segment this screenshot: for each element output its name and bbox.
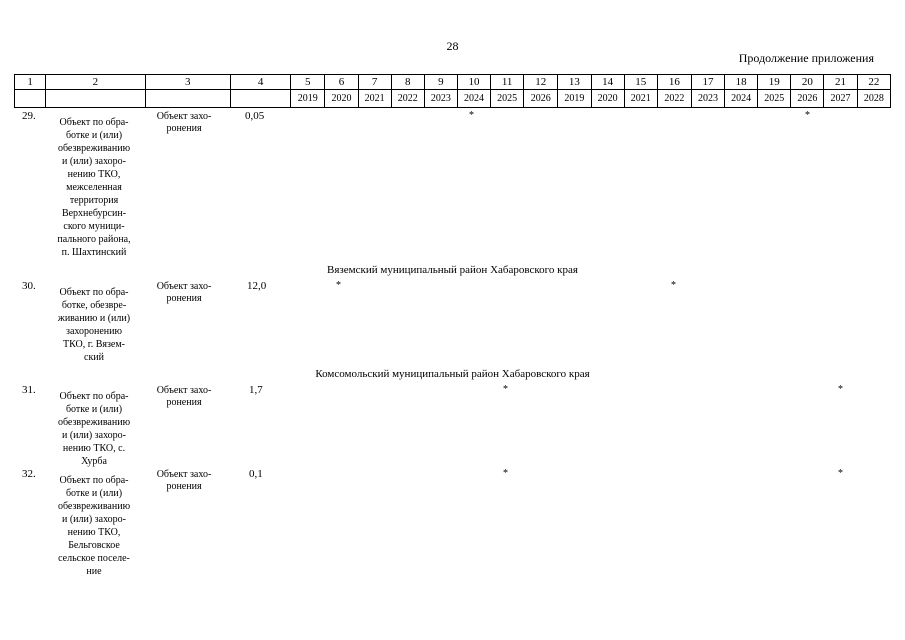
year-cell: 2020 <box>325 90 358 108</box>
row-number: 29. <box>22 110 36 122</box>
header-col-13: 13 <box>558 75 591 90</box>
year-cell: 2023 <box>424 90 457 108</box>
year-cell: 2019 <box>558 90 591 108</box>
header-col-7: 7 <box>358 75 391 90</box>
year-cell: 2024 <box>457 90 490 108</box>
year-cell: 2026 <box>524 90 558 108</box>
schedule-mark: * <box>469 110 474 121</box>
year-cell: 2025 <box>491 90 524 108</box>
header-year-row <box>15 90 891 108</box>
header-col-15: 15 <box>624 75 657 90</box>
header-col-3: 3 <box>145 75 230 90</box>
year-cell: 2025 <box>758 90 791 108</box>
schedule-mark: * <box>805 110 810 121</box>
year-cell: 2022 <box>391 90 424 108</box>
schedule-mark: * <box>503 468 508 479</box>
year-cell: 2028 <box>857 90 890 108</box>
header-table <box>14 74 891 108</box>
capacity-value: 0,05 <box>245 110 265 122</box>
continuation-label: Продолжение приложения <box>738 51 874 65</box>
row-number: 31. <box>22 384 36 396</box>
year-cell: 2021 <box>358 90 391 108</box>
header-col-16: 16 <box>657 75 691 90</box>
header-number-row <box>15 75 891 90</box>
object-type: Объект захо- ронения <box>156 111 212 134</box>
year-cell: 2020 <box>591 90 624 108</box>
row-number: 30. <box>22 280 36 292</box>
header-col-21: 21 <box>824 75 857 90</box>
year-cell: 2023 <box>691 90 724 108</box>
capacity-value: 1,7 <box>249 384 263 396</box>
header-col-18: 18 <box>725 75 758 90</box>
object-name: Объект по обра- ботке и (или) обезвреживанию и (или) захоро- нению ТКО, с. Хурба <box>57 391 131 467</box>
header-col-17: 17 <box>691 75 724 90</box>
header-col-4: 4 <box>230 75 290 90</box>
schedule-mark: * <box>671 280 676 291</box>
header-col-5: 5 <box>291 75 325 90</box>
header-col-11: 11 <box>491 75 524 90</box>
capacity-value: 0,1 <box>249 468 263 480</box>
header-col-1: 1 <box>15 75 46 90</box>
header-col-8: 8 <box>391 75 424 90</box>
schedule-mark: * <box>503 384 508 395</box>
header-col-2: 2 <box>46 75 145 90</box>
object-type: Объект захо- ронения <box>156 281 212 304</box>
header-col-14: 14 <box>591 75 624 90</box>
region-heading: Вяземский муниципальный район Хабаровского края <box>327 264 578 276</box>
capacity-value: 12,0 <box>247 280 267 292</box>
year-cell: 2022 <box>657 90 691 108</box>
header-col-22: 22 <box>857 75 890 90</box>
year-cell: 2021 <box>624 90 657 108</box>
region-heading: Комсомольский муниципальный район Хабаровского края <box>315 368 590 380</box>
year-cell: 2024 <box>725 90 758 108</box>
header-col-6: 6 <box>325 75 358 90</box>
object-type: Объект захо- ронения <box>156 469 212 492</box>
schedule-mark: * <box>838 384 843 395</box>
object-name: Объект по обра- ботке, обезвре- живанию и (или) захоронению ТКО, г. Вязем- ский <box>57 287 131 363</box>
header-col-9: 9 <box>424 75 457 90</box>
header-col-12: 12 <box>524 75 558 90</box>
header-col-19: 19 <box>758 75 791 90</box>
year-cell: 2019 <box>291 90 325 108</box>
object-type: Объект захо- ронения <box>156 385 212 408</box>
schedule-mark: * <box>838 468 843 479</box>
schedule-mark: * <box>336 280 341 291</box>
header-col-20: 20 <box>791 75 824 90</box>
year-cell: 2027 <box>824 90 857 108</box>
row-number: 32. <box>22 468 36 480</box>
header-col-10: 10 <box>457 75 490 90</box>
year-cell: 2026 <box>791 90 824 108</box>
object-name: Объект по обра- ботке и (или) обезвреживанию и (или) захоро- нению ТКО, Бельговское сельское поселе- ние <box>57 475 131 577</box>
object-name: Объект по обра- ботке и (или) обезвреживанию и (или) захоро- нению ТКО, межселенная территория Верхнебурсин- ского муници- пального района, п. Шахтинский <box>57 117 131 258</box>
page-number: 28 <box>446 39 459 53</box>
